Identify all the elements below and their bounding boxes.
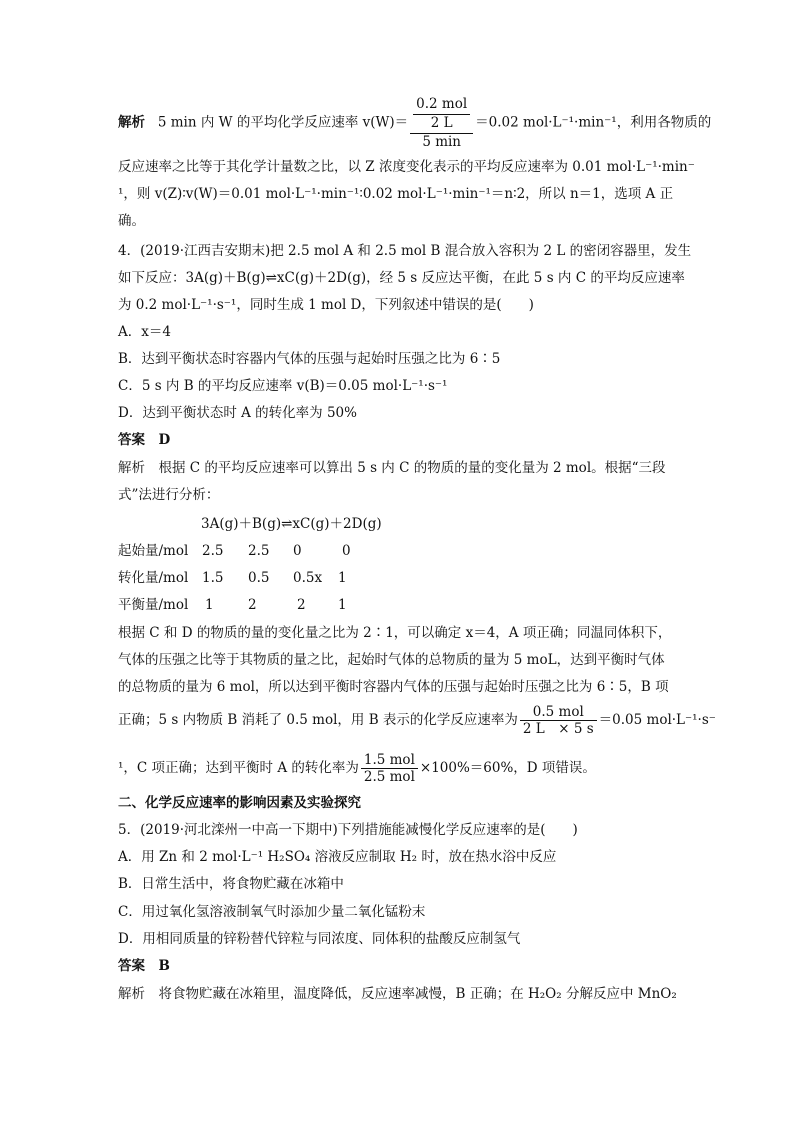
q5-option-a: A．用 Zn 和 2 mol·L⁻¹ H₂SO₄ 溶液反应制取 H₂ 时，放在热水浴中反应 (118, 849, 557, 865)
q4-solution-line6-result: ＝0.05 mol·L⁻¹·s⁻ (598, 712, 716, 728)
table-cell: 2 (297, 597, 306, 613)
q4-option-a: A．x＝4 (118, 324, 171, 340)
section-heading: 二、化学反应速率的影响因素及实验探究 (118, 795, 361, 811)
table-cell: 1 (338, 597, 347, 613)
inner-num: 0.2 mol (413, 96, 470, 115)
q5-solution-line1: 解析 将食物贮藏在冰箱里，温度降低，反应速率减慢，B 正确；在 H₂O₂ 分解反应中 MnO₂ (118, 986, 677, 1002)
q4-solution-line6 (118, 704, 716, 737)
intro-solution-line4: 确。 (118, 213, 145, 229)
q4-solution-line5: 的总物质的量为 6 mol，所以达到平衡时容器内气体的压强与起始时压强之比为 6∶5，B 项 (118, 679, 669, 695)
rate-b-fraction (520, 704, 597, 737)
conversion-num: 1.5 mol (361, 752, 418, 769)
q5-option-d: D．用相同质量的锌粉替代锌粒与同浓度、同体积的盐酸反应制氢气 (118, 931, 521, 947)
table-cell: 1.5 (202, 570, 224, 586)
rate-b-den: 2 L × 5 s (522, 721, 594, 737)
table-cell: 2.5 (248, 543, 270, 559)
rate-fraction (410, 96, 473, 150)
table-cell: 1 (205, 597, 214, 613)
outer-den: 5 min (422, 134, 462, 150)
q4-answer: 答案 D (118, 432, 171, 448)
inner-fraction (413, 96, 470, 131)
conversion-den: 2.5 mol (363, 769, 415, 785)
table-row-label: 起始量/mol (118, 543, 189, 559)
q4-option-c: C．5 s 内 B 的平均反应速率 v(B)＝0.05 mol·L⁻¹·s⁻¹ (118, 378, 448, 394)
table-equation: 3A(g)＋B(g)⇌xC(g)＋2D(g) (201, 516, 382, 532)
q5-stem: 5．(2019·河北滦州一中高一下期中)下列措施能减慢化学反应速率的是( ) (118, 822, 578, 838)
intro-solution-line1 (118, 96, 711, 150)
intro-solution-text2: ＝0.02 mol·L⁻¹·min⁻¹，利用各物质的 (475, 114, 712, 131)
q4-stem-line3: 为 0.2 mol·L⁻¹·s⁻¹，同时生成 1 mol D，下列叙述中错误的是( ) (118, 297, 534, 313)
table-cell: 1 (338, 570, 347, 586)
intro-solution-line3: ¹，则 v(Z)∶v(W)＝0.01 mol·L⁻¹·min⁻¹∶0.02 mol·L⁻¹·min⁻¹＝n∶2，所以 n＝1，选项 A 正 (118, 186, 674, 202)
inner-den: 2 L (430, 115, 453, 131)
table-row-label: 转化量/mol (118, 570, 189, 586)
table-cell: 0 (342, 543, 351, 559)
q4-solution-line1: 解析 根据 C 的平均反应速率可以算出 5 s 内 C 的物质的量的变化量为 2 mol。根据“三段 (118, 460, 666, 476)
rate-b-num: 0.5 mol (520, 704, 597, 721)
table-cell: 0.5x (293, 570, 323, 586)
q5-option-c: C．用过氧化氢溶液制氧气时添加少量二氧化锰粉末 (118, 904, 426, 920)
q4-option-d: D．达到平衡状态时 A 的转化率为 50% (118, 405, 357, 421)
q4-solution-line7-text: ¹，C 项正确；达到平衡时 A 的转化率为 (118, 760, 359, 776)
q4-solution-line6-text: 正确；5 s 内物质 B 消耗了 0.5 mol，用 B 表示的化学反应速率为 (118, 712, 518, 728)
q4-solution-line4: 气体的压强之比等于其物质的量之比，起始时气体的总物质的量为 5 moL，达到平衡时气体 (118, 652, 665, 668)
q4-solution-line7 (118, 752, 596, 785)
table-cell: 2.5 (202, 543, 224, 559)
q5-option-b: B．日常生活中，将食物贮藏在冰箱中 (118, 876, 344, 892)
conversion-fraction (361, 752, 418, 785)
table-cell: 2 (248, 597, 257, 613)
intro-solution-text1: 5 min 内 W 的平均化学反应速率 v(W)＝ (157, 114, 409, 131)
q4-option-b: B．达到平衡状态时容器内气体的压强与起始时压强之比为 6∶5 (118, 351, 501, 367)
q4-solution-line7-result: ×100%＝60%，D 项错误。 (419, 760, 596, 776)
q4-solution-line3: 根据 C 和 D 的物质的量的变化量之比为 2∶1，可以确定 x＝4，A 项正确；同温同体积下， (118, 625, 672, 641)
table-row-label: 平衡量/mol (118, 597, 189, 613)
q4-stem-line2: 如下反应：3A(g)＋B(g)⇌xC(g)＋2D(g)，经 5 s 反应达平衡，在此 5 s 内 C 的平均反应速率 (118, 270, 685, 286)
solution-label: 解析 (118, 114, 145, 131)
intro-solution-line2: 反应速率之比等于其化学计量数之比，以 Z 浓度变化表示的平均反应速率为 0.01 mol·L⁻¹·min⁻ (118, 159, 695, 175)
table-cell: 0.5 (248, 570, 270, 586)
table-cell: 0 (293, 543, 302, 559)
q4-solution-line2: 式”法进行分析： (118, 487, 220, 503)
q4-stem-line1: 4．(2019·江西吉安期末)把 2.5 mol A 和 2.5 mol B 混合放入容积为 2 L 的密闭容器里，发生 (118, 243, 692, 259)
q5-answer: 答案 B (118, 958, 170, 974)
